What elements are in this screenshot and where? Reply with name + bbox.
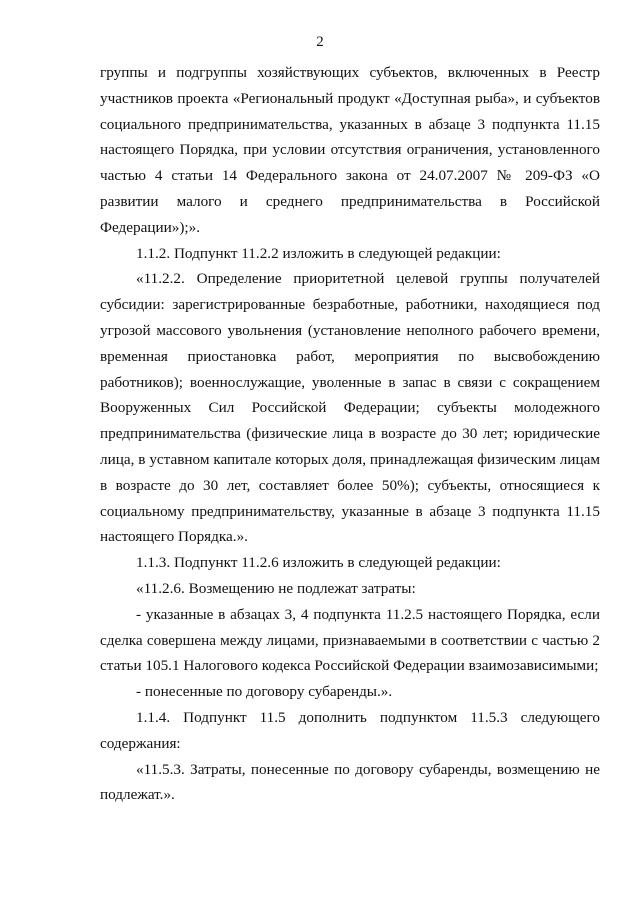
- paragraph-6: - указанные в абзацах 3, 4 подпункта 11.2.5 настоящего Порядка, если сделка совершена между лицами, признаваемыми в соответствии с частью 2 статьи 105.1 Налогового кодекса Российской Федерации взаимозависимыми;: [100, 605, 600, 675]
- document-body: [100, 60, 600, 808]
- paragraph-3: «11.2.2. Определение приоритетной целевой группы получателей субсидии: зарегистрированные безработные, работники, находящиеся под угрозой массового увольнения (установление неполного рабочего времени, временная приостановка работ, мероприятия по высвобождению работников); военнослужащие, уволенные в запас в связи с сокращением Вооруженных Сил Российской Федерации; субъекты молодежного предпринимательства (физические лица в возрасте до 30 лет; юридические лица, в уставном капитале которых доля, принадлежащая физическим лицам в возрасте до 30 лет, составляет более 50%); субъекты, относящиеся к социальному предпринимательству, указанные в абзаце 3 подпункта 11.15 настоящего Порядка.».: [100, 270, 600, 546]
- paragraph-7: - понесенные по договору субаренды.».: [136, 683, 393, 701]
- paragraph-5: «11.2.6. Возмещению не подлежат затраты:: [136, 579, 416, 597]
- paragraph-4: 1.1.3. Подпункт 11.2.6 изложить в следующей редакции:: [136, 554, 501, 572]
- paragraph-9: «11.5.3. Затраты, понесенные по договору субаренды, возмещению не подлежат.».: [100, 760, 600, 804]
- paragraph-1: группы и подгруппы хозяйствующих субъектов, включенных в Реестр участников проекта «Региональный продукт «Доступная рыба», и субъектов социального предпринимательства, указанных в абзаце 3 подпункта 11.15 настоящего Порядка, при условии отсутствия ограничения, установленного частью 4 статьи 14 Федерального закона от 24.07.2007 № 209-ФЗ «О развитии малого и среднего предпринимательства в Российской Федерации»);».: [100, 64, 600, 236]
- paragraph-2: 1.1.2. Подпункт 11.2.2 изложить в следующей редакции:: [136, 244, 501, 262]
- page-number: 2: [316, 34, 324, 50]
- paragraph-8: 1.1.4. Подпункт 11.5 дополнить подпунктом 11.5.3 следующего содержания:: [100, 708, 600, 752]
